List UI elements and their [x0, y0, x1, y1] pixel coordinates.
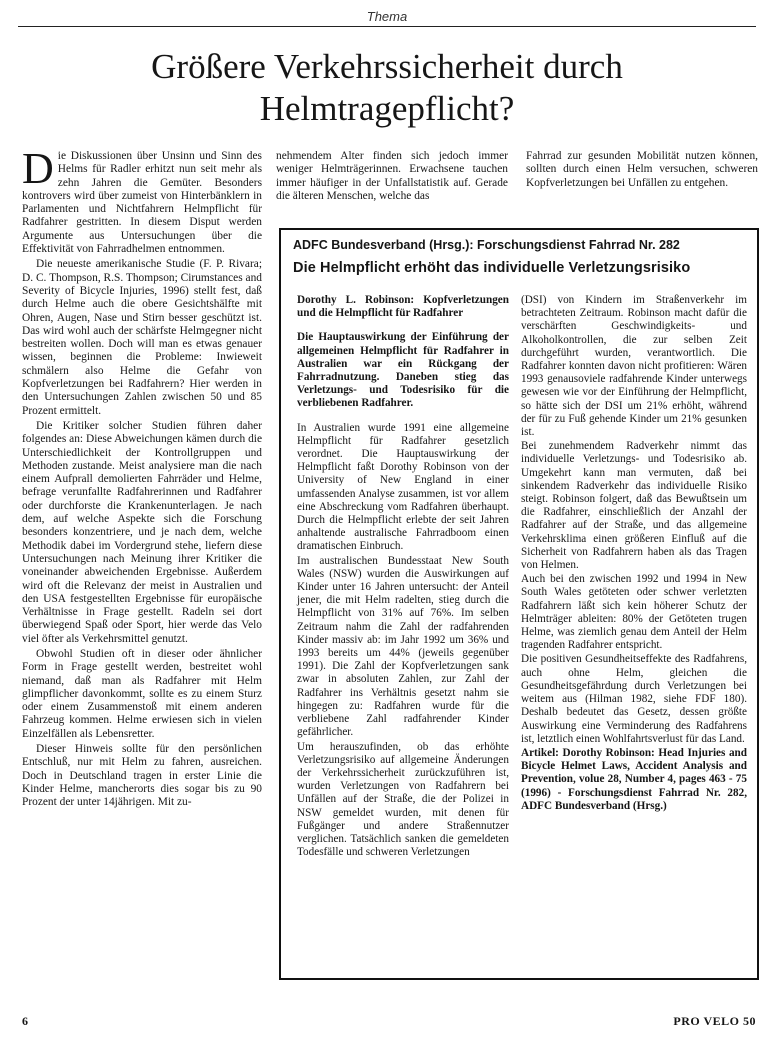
research-box [279, 228, 759, 980]
box-column-left [297, 294, 509, 860]
box-paragraph: In Australien wurde 1991 eine allgemeine Helmpflicht für Radfahrer gesetzlich verordnet. Die Hauptauswirkung der Helmpflicht faßt Dorothy Robinson von der University of New England in einer umfassenden Analyse zusammen, ist vor allem eine Abschreckung vom Radfahren überhaupt. Durch die Helmpflicht erlebte der seit Jahren anhaltende australische Fahrradboom einen dramatischen Einbruch. [297, 421, 509, 553]
top-rule [18, 26, 756, 27]
article-paragraph: Die Kritiker solcher Studien führen daher folgendes an: Diese Abweichungen kämen durch die Unterschiedlichkeit der Kontrollgruppen und Methoden zustande. Meist analysiere man die nach einem Aufprall demolierten Fahrräder und Helme, befrage verunfallte Radfahrerinnen und Radfahrer oder durchforste die Krankenunterlagen. Je nach dem, auf welche Aspekte sich die Forschung besonders konzentriere, und je nach dem, welche Methodik dabei im Vordergrund stehe, liefern diese Untersuchungen nach Meinung ihrer Kritiker die voneinander abweichenden Ergebnisse. Außerdem wird oft die Relevanz der meist in Australien und den USA festgestellten Ergebnisse für europäische Verhältnisse in Frage gestellt. Radeln sei dort überwiegend Spaß oder Sport, hier werde das Velo viel öfter als Verkehrsmittel genutzt. [22, 419, 262, 645]
box-byline: Dorothy L. Robinson: Kopfverletzungen und die Helmpflicht für Radfahrer [297, 294, 509, 320]
box-citation: Artikel: Dorothy Robinson: Head Injuries and Bicycle Helmet Laws, Accident Analysis and Prevention, volue 28, Number 4, pages 463 - 75 (1996) - Forschungsdienst Fahrrad Nr. 282, ADFC Bundesverband (Hrsg.) [521, 746, 747, 812]
box-headline: Die Helmpflicht erhöht das individuelle Verletzungsrisiko [293, 260, 691, 276]
box-paragraph: Um herauszufinden, ob das erhöhte Verletzungsrisiko auf allgemeine Änderungen der Verkehrssicherheit zurückzuführen ist, wurden Verletzungen von Radfahrern bei Unfällen auf der Straße, die der Polizei in NSW gemeldet wurden, mit denen für Fußgänger und andere Straßennutzer verglichen. Tatsächlich sanken die gemeldeten Todesfälle und schweren Verletzungen [297, 740, 509, 859]
article-paragraph: nehmendem Alter finden sich jedoch immer weniger Helmträgerinnen. Erwachsene tauchen immer häufiger in der Unfallstatistik auf. Gerade die älteren Menschen, welche das [276, 150, 508, 202]
box-paragraph: (DSI) von Kindern im Straßenverkehr im betrachteten Zeitraum. Robinson macht dafür die verschärften Geschwindigkeits- und Alkoholkontrollen, die zur selben Zeit durchgeführt wurden, verantwortlich. Die Radfahrer konnten davon nicht profitieren: Wären 1993 genausoviele radfahrende Kinder unterwegs gewesen wie vor der Einführung der Helmpflicht, so hätte sich der DSI um 21% erhöht, während der für zu Fuß gehende Kinder um 21% gesunken ist. [521, 294, 747, 439]
box-lead: Die Hauptauswirkung der Einführung der allgemeinen Helmpflicht für Radfahrer in Australien war ein Rückgang der Fahrradnutzung. Daneben stieg das Verletzungs- und Todesrisiko für die verbliebenen Radfahrer. [297, 331, 509, 410]
article-paragraph [22, 144, 262, 256]
box-column-right [521, 294, 747, 814]
box-paragraph: Die positiven Gesundheitseffekte des Radfahrens, auch ohne Helm, gleichen die Gesundheitsgefährdung durch Verletzungen bei weitem aus (Hilman 1982, siehe FDF 180). Deshalb bedeutet das Gesetz, dessen größte Auswirkung eine Verminderung des Radfahrens ist, letztlich einen Wohlfahrtsverlust für das Land. [521, 653, 747, 745]
page-number: 6 [22, 1014, 28, 1028]
drop-cap: D [22, 144, 54, 193]
article-headline: Größere Verkehrssicherheit durch Helmtragepflicht? [151, 47, 623, 128]
box-source: ADFC Bundesverband (Hrsg.): Forschungsdienst Fahrrad Nr. 282 [293, 238, 680, 252]
paragraph-text: ie Diskussionen über Unsinn und Sinn des Helms für Radler erhitzt nun seit mehr als zehn Jahren die Gemüter. Besonders kontrovers wird über zumeist von Hinterbänklern in Parlamenten und Nichtfahrern Helmpflicht für Radfahrer gestritten. In diesem Disput werden Argumente aus Untersuchungen über die Effektivität von Fahrradhelmen entnommen. [22, 150, 262, 256]
article-paragraph: Obwohl Studien oft in dieser oder ähnlicher Form in Frage gestellt werden, bestreitet wohl niemand, daß man als Radfahrer mit Helm glimpflicher davonkommt, sollte es zu einem Sturz oder einem Zusammenstoß mit einem anderen Fahrzeug kommen. Helme erwiesen sich in vielen Einzelfällen als Lebensretter. [22, 647, 262, 740]
article-column-1 [22, 144, 262, 812]
article-paragraph: Dieser Hinweis sollte für den persönlichen Entschluß, nur mit Helm zu fahren, ausreichen. Doch in Deutschland tragen in erster Linie die Kinder Helme, mancherorts dies sogar bis zu 90 Prozent der unter 14jährigen. Mit zu- [22, 743, 262, 809]
magazine-footer: PRO VELO 50 [673, 1014, 756, 1028]
article-paragraph: Die neueste amerikanische Studie (F. P. Rivara; D. C. Thompson, R.S. Thompson; Cirumstances and Severity of Bicycle Injuries, 1996) stellt fest, daß durch Helme auch die obere Gesichtshälfte mit Ohren, Augen, Nase und Stirn besser geschützt ist. Das wird wohl auch der schärfste Helmgegner nicht bestreiten wollen. Doch will man es etwas genauer wissen, beginnen die Probleme: Inwieweit schmälern also Helme die Gefahr von Kopfverletzungen bei Radfahrern? Hier werden in den Untersuchungen Zahlen zwischen 50 und 85 Prozent ermittelt. [22, 258, 262, 417]
box-paragraph: Auch bei den zwischen 1992 und 1994 in New South Wales getöteten oder schwer verletzten Radfahrern läßt sich kein höherer Schutz der Helmträger ableiten: 80% der Getöteten trugen Helme, was ziemlich genau dem Anteil der Helm tragenden Radfahrer entspricht. [521, 573, 747, 652]
section-tag: Thema [366, 9, 408, 24]
box-paragraph: Bei zunehmendem Radverkehr nimmt das individuelle Verletzungs- und Todesrisiko ab. Umgekehrt kann man vermuten, daß bei sinkendem Radverkehr das individuelle Risiko steigt. Robinson folgert, daß das Bewußtsein um die Radfahrer, einschließlich der Anzahl der Radfahrer auf der Straße, und das allgemeine Verkehrsklima einen größeren Einfluß auf die Sicherheit von Radfahrern haben als das Tragen von Helmen. [521, 440, 747, 572]
article-paragraph: Fahrrad zur gesunden Mobilität nutzen können, sollten durch einen Helm versuchen, schweren Kopfverletzungen bei Unfällen zu entgehen. [526, 150, 758, 189]
article-column-3 [526, 150, 758, 192]
article-column-2 [276, 150, 508, 205]
box-paragraph: Im australischen Bundesstaat New South Wales (NSW) wurden die Auswirkungen auf Kinder unter 16 Jahren untersucht: der Anteil jener, die mit Helm radelten, stieg durch die Helmpflicht von 31% auf 76%. Im selben Zeitraum nahm die Zahl der radfahrenden Kinder massiv ab: im Jahr 1992 um 36% und 1993 bereits um 44% (jeweils gegenüber 1991). Die Zahl der Kopfverletzungen sank zwar in absoluten Zahlen, zur Zahl der Radfahrer ins Verhältnis gesetzt nahm sie hingegen zu: Radfahren wurde für die verbliebene Zahl radfahrender Kinder gefährlicher. [297, 554, 509, 739]
